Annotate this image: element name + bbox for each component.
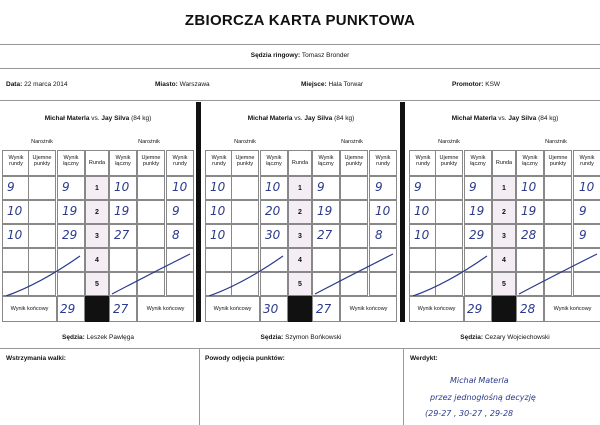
score-left-round: 10 (210, 204, 226, 218)
score-right-round: 10 (579, 180, 595, 194)
verdict-handwriting-3: (29-27 , 30-27 , 29-28 (425, 409, 514, 418)
place-label: Miejsce: (301, 81, 327, 88)
round-number: 3 (85, 224, 109, 248)
final-label-right: Wynik końcowy (340, 296, 397, 322)
col-fouls: Ujemne punkty (544, 150, 572, 176)
verdict-handwriting-2: przez jednogłośną decyzję (430, 393, 536, 402)
col-total: Wynik łączny (260, 150, 288, 176)
final-label-left: Wynik końcowy (205, 296, 260, 322)
score-left-total: 10 (265, 180, 281, 194)
col-fouls: Ujemne punkty (231, 150, 259, 176)
score-right-round: 9 (579, 204, 587, 218)
score-left-round: 10 (7, 204, 23, 218)
col-result-round: Wynik rundy (205, 150, 233, 176)
col-result-round: Wynik rundy (573, 150, 600, 176)
round-number: 3 (492, 224, 516, 248)
judge-name: Szymon Bońkowski (285, 334, 342, 341)
col-total: Wynik łączny (464, 150, 492, 176)
score-left-total: 30 (265, 228, 281, 242)
judge-name: Leszek Pawlęga (86, 334, 134, 341)
round-number: 4 (492, 248, 516, 272)
weight-class: (84 kg) (131, 115, 152, 122)
score-left-round: 9 (414, 180, 422, 194)
ring-referee-label: Sędzia ringowy: (250, 52, 301, 59)
score-right-round: 9 (579, 228, 587, 242)
corner-label-left: Narożnik (435, 139, 463, 149)
strike-lines (203, 244, 399, 304)
col-total: Wynik łączny (109, 150, 137, 176)
score-right-total: 27 (317, 228, 333, 242)
round-number: 4 (85, 248, 109, 272)
cell-fouls-left (435, 200, 463, 224)
score-left-total: 9 (62, 180, 70, 194)
round-number: 1 (492, 176, 516, 200)
cell-fouls-left (231, 176, 259, 200)
final-label-right: Wynik końcowy (544, 296, 600, 322)
fight-title (407, 115, 600, 122)
fight-title (203, 115, 399, 122)
score-right-total: 19 (521, 204, 537, 218)
cell-fouls-right (544, 200, 572, 224)
cell-fouls-left (28, 176, 56, 200)
col-fouls: Ujemne punkty (28, 150, 56, 176)
col-total: Wynik łączny (57, 150, 85, 176)
score-right-total: 27 (114, 228, 130, 242)
ring-referee (0, 52, 600, 59)
fighter-a: Michał Materla (451, 115, 497, 122)
judge-label: Sędzia: (62, 334, 85, 341)
round-number: 5 (288, 272, 312, 296)
corner-label-right: Narożnik (135, 139, 163, 149)
score-left-round: 10 (210, 180, 226, 194)
col-result-round: Wynik rundy (2, 150, 30, 176)
fighter-b: Jay Silva (508, 115, 537, 122)
vs-text: vs. (294, 115, 303, 122)
score-left-total: 29 (469, 228, 485, 242)
judge (407, 334, 600, 341)
deductions-label: Powody odjęcia punktów: (205, 355, 285, 362)
score-left-total: 20 (265, 204, 281, 218)
page-title: ZBIORCZA KARTA PUNKTOWA (184, 12, 416, 29)
date-value: 22 marca 2014 (24, 81, 68, 88)
round-number: 2 (492, 200, 516, 224)
round-number: 3 (288, 224, 312, 248)
cell-fouls-left (435, 176, 463, 200)
judge-label: Sędzia: (460, 334, 484, 341)
cell-fouls-right (340, 176, 368, 200)
final-score-right: 28 (520, 302, 536, 316)
strike-lines (0, 244, 196, 304)
cell-result-right (166, 200, 194, 224)
score-right-total: 10 (114, 180, 130, 194)
promoter-label: Promotor: (452, 81, 484, 88)
col-fouls: Ujemne punkty (137, 150, 165, 176)
cell-fouls-left (28, 200, 56, 224)
fighter-a: Michał Materla (247, 115, 293, 122)
final-score-right: 27 (113, 302, 129, 316)
cell-fouls-right (137, 200, 165, 224)
strike-lines (407, 244, 600, 304)
col-fouls: Ujemne punkty (435, 150, 463, 176)
score-right-total: 10 (521, 180, 537, 194)
final-black-cell (492, 296, 516, 322)
date-label: Data: (6, 81, 23, 88)
fight-title (0, 115, 196, 122)
score-right-total: 19 (317, 204, 333, 218)
col-round: Runda (288, 150, 312, 176)
score-left-round: 10 (210, 228, 226, 242)
card-separator (196, 102, 201, 322)
cell-result-right (369, 176, 397, 200)
judge (203, 334, 399, 341)
col-result-round: Wynik rundy (409, 150, 437, 176)
final-score-left: 29 (60, 302, 76, 316)
score-right-total: 19 (114, 204, 130, 218)
round-number: 1 (85, 176, 109, 200)
col-result-round: Wynik rundy (166, 150, 194, 176)
score-left-round: 10 (414, 228, 430, 242)
score-right-round: 9 (375, 180, 383, 194)
score-left-total: 29 (62, 228, 78, 242)
final-label-right: Wynik końcowy (137, 296, 194, 322)
fighter-a: Michał Materla (44, 115, 90, 122)
final-black-cell (85, 296, 109, 322)
score-right-round: 8 (172, 228, 180, 242)
cell-fouls-right (340, 200, 368, 224)
col-round: Runda (492, 150, 516, 176)
col-result-round: Wynik rundy (369, 150, 397, 176)
score-left-total: 19 (469, 204, 485, 218)
city-field (155, 81, 210, 88)
round-number: 5 (492, 272, 516, 296)
score-left-round: 10 (7, 228, 23, 242)
judge-name: Cezary Wojciechowski (484, 334, 550, 341)
corner-label-left: Narożnik (231, 139, 259, 149)
weight-class: (84 kg) (538, 115, 559, 122)
final-score-left: 30 (263, 302, 279, 316)
vs-text: vs. (91, 115, 100, 122)
score-left-round: 10 (414, 204, 430, 218)
card-separator (400, 102, 405, 322)
final-score-right: 27 (316, 302, 332, 316)
vs-text: vs. (498, 115, 507, 122)
corner-label-right: Narożnik (338, 139, 366, 149)
fighter-b: Jay Silva (304, 115, 333, 122)
verdict-label: Werdykt: (410, 355, 438, 362)
final-label-left: Wynik końcowy (409, 296, 464, 322)
score-left-total: 19 (62, 204, 78, 218)
judge (0, 334, 196, 341)
cell-fouls-right (544, 176, 572, 200)
stops-label: Wstrzymania walki: (6, 355, 66, 362)
promoter-value: KSW (485, 81, 501, 88)
city-label: Miasto: (155, 81, 178, 88)
score-right-total: 28 (521, 228, 537, 242)
col-total: Wynik łączny (312, 150, 340, 176)
place-value: Hala Torwar (328, 81, 364, 88)
score-left-round: 9 (7, 180, 15, 194)
place-field (301, 81, 363, 88)
date-field (6, 81, 67, 88)
score-right-round: 10 (375, 204, 391, 218)
corner-label-right: Narożnik (542, 139, 570, 149)
corner-label-left: Narożnik (28, 139, 56, 149)
ring-referee-name: Tomasz Bronder (301, 52, 350, 59)
promoter-field (452, 81, 500, 88)
round-number: 4 (288, 248, 312, 272)
round-number: 2 (85, 200, 109, 224)
final-black-cell (288, 296, 312, 322)
round-number: 1 (288, 176, 312, 200)
round-number: 5 (85, 272, 109, 296)
final-score-left: 29 (467, 302, 483, 316)
verdict-handwriting-1: Michał Materla (450, 376, 509, 385)
score-left-total: 9 (469, 180, 477, 194)
col-fouls: Ujemne punkty (340, 150, 368, 176)
judge-label: Sędzia: (260, 334, 284, 341)
score-right-round: 9 (172, 204, 180, 218)
col-total: Wynik łączny (516, 150, 544, 176)
cell-fouls-right (137, 176, 165, 200)
cell-fouls-left (231, 200, 259, 224)
fighter-b: Jay Silva (101, 115, 130, 122)
score-right-round: 10 (172, 180, 188, 194)
score-right-total: 9 (317, 180, 325, 194)
city-value: Warszawa (179, 81, 210, 88)
final-label-left: Wynik końcowy (2, 296, 57, 322)
weight-class: (84 kg) (334, 115, 355, 122)
score-right-round: 8 (375, 228, 383, 242)
round-number: 2 (288, 200, 312, 224)
col-round: Runda (85, 150, 109, 176)
